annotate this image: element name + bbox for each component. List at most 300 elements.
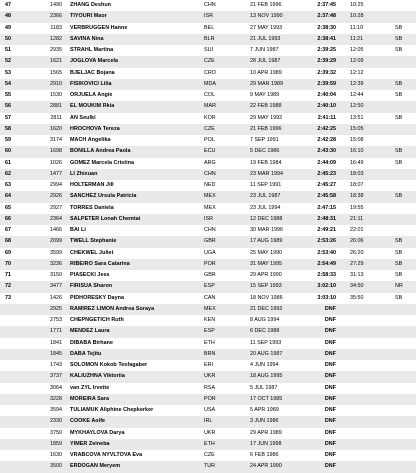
time-gap-cell: 18:07 [350, 182, 364, 188]
bib-cell: 1771 [50, 328, 62, 335]
result-time: 2:38:30 [317, 24, 336, 31]
time-gap-cell: 22:01 [350, 227, 364, 233]
athlete-name: RAMIREZ LIMON Andrea Soraya [70, 305, 155, 312]
nationality-cell: MDA [204, 80, 216, 87]
nationality-cell: ETH [204, 339, 215, 346]
time-gap-cell: 15:08 [350, 137, 364, 143]
athlete-name: SAVINA Nina [70, 35, 104, 42]
result-time: 2:45:58 [317, 193, 336, 200]
athlete-name: COOKE Aoife [70, 418, 106, 425]
record-badge: SB [395, 114, 403, 121]
birth-date-cell: 17 AUG 1989 [250, 238, 283, 245]
table-row [0, 428, 416, 439]
birth-date-cell: 29 MAR 1989 [250, 80, 283, 87]
birth-date-cell: 11 SEP 1993 [250, 339, 282, 346]
result-time: 2:38:41 [317, 35, 336, 42]
athlete-name: MACH Angelika [70, 137, 111, 143]
result-time: 2:48:31 [317, 215, 336, 222]
athlete-name: SOLOMON Kokob Tesfagaber [70, 362, 148, 368]
time-gap-cell: 21:11 [350, 215, 364, 222]
time-gap-cell: 18:38 [350, 193, 364, 200]
record-badge: SB [395, 238, 403, 245]
result-time: DNF [324, 317, 336, 323]
athlete-name: ERDOGAN Meryem [70, 463, 121, 470]
rank-cell: 54 [5, 80, 11, 87]
athlete-name: BONILLA Andrea Paola [70, 148, 131, 155]
time-gap-cell: 12:09 [350, 58, 364, 65]
bib-cell: 3174 [50, 137, 62, 143]
record-badge: SB [395, 272, 403, 278]
birth-date-cell: 31 MAY 1995 [250, 260, 283, 267]
bib-cell: 3594 [50, 407, 62, 413]
athlete-name: FISIKOVICI Lilia [70, 80, 112, 87]
nationality-cell: UKR [204, 429, 216, 436]
table-row [0, 180, 416, 191]
athlete-name: BJELJAC Bojana [70, 69, 115, 76]
result-time: 2:54:49 [317, 260, 336, 267]
athlete-name: HOLTERMAN Jill [70, 182, 114, 188]
result-time: 2:42:25 [317, 125, 336, 132]
bib-cell: 3150 [50, 272, 62, 278]
record-badge: SB [395, 249, 403, 256]
result-time: 2:42:28 [317, 137, 336, 143]
table-row [0, 225, 416, 236]
birth-date-cell: 6 FEB 1986 [250, 452, 279, 458]
time-gap-cell: 31:13 [350, 272, 364, 278]
table-row [0, 56, 416, 67]
athlete-name: TULIAMUK Aliphine Chepkerker [70, 407, 154, 413]
table-row [0, 405, 416, 416]
table-row [0, 90, 416, 101]
result-time: 2:53:26 [317, 238, 336, 245]
bib-cell: 1698 [50, 148, 62, 155]
result-time: 2:40:04 [317, 92, 336, 98]
birth-date-cell: 27 MAY 1993 [250, 24, 283, 31]
bib-cell: 1743 [50, 362, 62, 368]
bib-cell: 3500 [50, 463, 62, 470]
nationality-cell: ISR [204, 215, 213, 222]
rank-cell: 50 [5, 35, 11, 42]
time-gap-cell: 10:25 [350, 2, 364, 8]
athlete-name: EL MOUKIM Rkia [70, 103, 115, 110]
athlete-name: STRAHL Martina [70, 47, 114, 53]
table-row [0, 101, 416, 112]
result-time: DNF [324, 418, 336, 425]
nationality-cell: IRL [204, 418, 213, 425]
birth-date-cell: 11 SEP 1991 [250, 182, 282, 188]
result-time: 2:37:48 [317, 13, 336, 20]
table-row [0, 270, 416, 281]
athlete-name: VRABCOVA NYVLTOVA Eva [70, 452, 143, 458]
rank-cell: 57 [5, 114, 11, 121]
bib-cell: 1530 [50, 92, 62, 98]
time-gap-cell: 11:10 [350, 24, 364, 31]
bib-cell: 2935 [50, 47, 62, 53]
table-row [0, 338, 416, 349]
rank-cell: 56 [5, 103, 11, 110]
bib-cell: 2364 [50, 215, 62, 222]
nationality-cell: KEN [204, 317, 216, 323]
bib-cell: 1282 [50, 35, 62, 42]
athlete-name: SALPETER Lonah Chemtai [70, 215, 141, 222]
rank-cell: 58 [5, 125, 11, 132]
table-row [0, 124, 416, 135]
bib-cell: 1630 [50, 452, 62, 458]
table-row [0, 135, 416, 146]
nationality-cell: ERI [204, 362, 213, 368]
time-gap-cell: 16:49 [350, 159, 364, 166]
time-gap-cell: 12:39 [350, 80, 364, 87]
athlete-name: AN Seulki [70, 114, 96, 121]
bib-cell: 3477 [50, 283, 62, 290]
record-badge: SB [395, 47, 403, 53]
rank-cell: 67 [5, 227, 11, 233]
time-gap-cell: 12:05 [350, 47, 364, 53]
rank-cell: 52 [5, 58, 11, 65]
result-time: DNF [324, 373, 336, 380]
bib-cell: 1183 [50, 24, 62, 31]
athlete-name: GOMEZ Marcela Cristina [70, 159, 135, 166]
nationality-cell: USA [204, 407, 216, 413]
bib-cell: 1026 [50, 159, 62, 166]
birth-date-cell: 9 MAY 1989 [250, 92, 280, 98]
table-row [0, 259, 416, 270]
nationality-cell: RSA [204, 384, 216, 391]
table-row [0, 349, 416, 360]
birth-date-cell: 8 AUG 1994 [250, 317, 280, 323]
nationality-cell: CRO [204, 69, 216, 76]
bib-cell: 2366 [50, 13, 62, 20]
birth-date-cell: 29 APR 1990 [250, 272, 282, 278]
rank-cell: 48 [5, 13, 11, 20]
rank-cell: 55 [5, 92, 11, 98]
birth-date-cell: 23 JUL 1987 [250, 193, 281, 200]
birth-date-cell: 20 AUG 1987 [250, 350, 283, 357]
birth-date-cell: 29 MAY 1992 [250, 114, 283, 121]
rank-cell: 60 [5, 148, 11, 155]
birth-date-cell: 30 MAR 1996 [250, 227, 283, 233]
nationality-cell: MEX [204, 193, 216, 200]
birth-date-cell: 24 APR 1990 [250, 463, 282, 470]
birth-date-cell: 18 AUG 1995 [250, 373, 283, 380]
table-row [0, 394, 416, 405]
birth-date-cell: 17 JUN 1998 [250, 440, 282, 447]
time-gap-cell: 12:50 [350, 103, 364, 110]
birth-date-cell: 21 DEC 1992 [250, 305, 283, 312]
time-gap-cell: 10:28 [350, 13, 364, 20]
birth-date-cell: 22 FEB 1988 [250, 103, 282, 110]
nationality-cell: MEX [204, 204, 216, 211]
nationality-cell: ETH [204, 440, 215, 447]
record-badge: SB [395, 80, 403, 87]
nationality-cell: GBR [204, 238, 216, 245]
bib-cell: 1841 [50, 339, 62, 346]
athlete-name: DABA Tejitu [70, 350, 102, 357]
result-time: 2:44:09 [317, 159, 336, 166]
athlete-name: CHEPNGETICH Ruth [70, 317, 124, 323]
birth-date-cell: 5 DEC 1986 [250, 148, 280, 155]
table-row [0, 214, 416, 225]
record-badge: SB [395, 24, 403, 31]
result-time: DNF [324, 452, 336, 458]
result-time: 2:53:40 [317, 249, 336, 256]
time-gap-cell: 18:03 [350, 170, 364, 177]
result-time: 2:43:30 [317, 148, 336, 155]
athlete-name: van ZYL Irvette [70, 384, 110, 391]
athlete-name: VERBRUGGEN Hanne [70, 24, 128, 31]
result-time: DNF [324, 305, 336, 312]
time-gap-cell: 16:10 [350, 148, 364, 155]
nationality-cell: ARG [204, 159, 216, 166]
bib-cell: 3737 [50, 373, 62, 380]
athlete-name: MENDEZ Laura [70, 328, 110, 335]
time-gap-cell: 26:20 [350, 249, 364, 256]
table-row [0, 281, 416, 292]
bib-cell: 2099 [50, 238, 62, 245]
result-time: 3:03:10 [317, 294, 336, 301]
result-time: DNF [324, 440, 336, 447]
birth-date-cell: 13 NOV 1990 [250, 13, 283, 20]
birth-date-cell: 25 MAY 1990 [250, 249, 283, 256]
time-gap-cell: 19:55 [350, 204, 364, 211]
bib-cell: 2811 [50, 114, 62, 121]
birth-date-cell: 7 SEP 1991 [250, 137, 279, 143]
bib-cell: 3599 [50, 249, 62, 256]
bib-cell: 2753 [50, 317, 62, 323]
result-time: DNF [324, 384, 336, 391]
rank-cell: 61 [5, 159, 11, 166]
birth-date-cell: 23 MAR 1994 [250, 170, 283, 177]
result-time: 2:45:23 [317, 170, 336, 177]
rank-cell: 53 [5, 69, 11, 76]
athlete-name: CHEKWEL Juliet [70, 249, 114, 256]
time-gap-cell: 15:05 [350, 125, 364, 132]
nationality-cell: POL [204, 137, 215, 143]
record-badge: SB [395, 294, 403, 301]
bib-cell: 1859 [50, 440, 62, 447]
result-time: 2:58:33 [317, 272, 336, 278]
nationality-cell: CHN [204, 2, 216, 8]
table-row [0, 461, 416, 472]
rank-cell: 71 [5, 272, 11, 278]
result-time: DNF [324, 463, 336, 470]
result-time: DNF [324, 350, 336, 357]
athlete-name: JOGLOVA Marcela [70, 58, 119, 65]
nationality-cell: CAN [204, 294, 216, 301]
birth-date-cell: 21 FEB 1996 [250, 125, 282, 132]
birth-date-cell: 17 OCT 1985 [250, 395, 283, 402]
record-badge: SB [395, 35, 403, 42]
nationality-cell: NED [204, 182, 216, 188]
bib-cell: 2927 [50, 204, 62, 211]
athlete-name: TIYOURI Maor [70, 13, 107, 20]
result-time: 2:45:27 [317, 182, 336, 188]
athlete-name: MOREIRA Sara [70, 395, 110, 402]
nationality-cell: BRN [204, 350, 216, 357]
table-row [0, 68, 416, 79]
table-row [0, 439, 416, 450]
nationality-cell: CHN [204, 227, 216, 233]
bib-cell: 2330 [50, 418, 62, 425]
table-row [0, 450, 416, 461]
record-badge: SB [395, 193, 403, 200]
table-row [0, 203, 416, 214]
nationality-cell: ECU [204, 148, 216, 155]
nationality-cell: BEL [204, 24, 215, 31]
time-gap-cell: 34:50 [350, 283, 364, 290]
athlete-name: TORRES Daniela [70, 204, 114, 211]
result-time: 2:41:11 [317, 114, 336, 121]
athlete-name: PIDHORESKY Dayna [70, 294, 125, 301]
rank-cell: 49 [5, 24, 11, 31]
athlete-name: TWELL Stephanie [70, 238, 117, 245]
rank-cell: 51 [5, 47, 11, 53]
nationality-cell: UKR [204, 373, 216, 380]
bib-cell: 2994 [50, 182, 62, 188]
rank-cell: 63 [5, 182, 11, 188]
bib-cell: 1466 [50, 227, 62, 233]
birth-date-cell: 21 JUL 1993 [250, 35, 281, 42]
birth-date-cell: 15 SEP 1993 [250, 283, 282, 290]
birth-date-cell: 28 JUL 1987 [250, 58, 281, 65]
rank-cell: 64 [5, 193, 11, 200]
table-row [0, 11, 416, 22]
table-row [0, 34, 416, 45]
nationality-cell: MAR [204, 103, 216, 110]
result-time: DNF [324, 407, 336, 413]
birth-date-cell: 18 NOV 1986 [250, 294, 283, 301]
nationality-cell: CZE [204, 452, 215, 458]
birth-date-cell: 5 JUL 1987 [250, 384, 278, 391]
athlete-name: LI Zhixuan [70, 170, 98, 177]
result-time: DNF [324, 339, 336, 346]
athlete-name: KALIUZHNA Viktoriia [70, 373, 125, 380]
nationality-cell: ESP [204, 283, 215, 290]
bib-cell: 1621 [50, 58, 62, 65]
record-badge: SB [395, 148, 403, 155]
table-row [0, 248, 416, 259]
birth-date-cell: 21 FEB 1996 [250, 2, 282, 8]
birth-date-cell: 29 APR 1989 [250, 429, 282, 436]
birth-date-cell: 3 JUN 1986 [250, 418, 279, 425]
table-row [0, 158, 416, 169]
time-gap-cell: 27:29 [350, 260, 364, 267]
bib-cell: 1620 [50, 125, 62, 132]
rank-cell: 59 [5, 137, 11, 143]
result-time: DNF [324, 328, 336, 335]
bib-cell: 2910 [50, 80, 62, 87]
table-row [0, 326, 416, 337]
rank-cell: 66 [5, 215, 11, 222]
result-time: 2:40:10 [317, 103, 336, 110]
bib-cell: 1565 [50, 69, 62, 76]
birth-date-cell: 4 JUN 1994 [250, 362, 279, 368]
athlete-name: YIMER Zeineba [70, 440, 110, 447]
table-row [0, 304, 416, 315]
birth-date-cell: 10 APR 1989 [250, 69, 282, 76]
table-row [0, 23, 416, 34]
athlete-name: PIASECKI Jess [70, 272, 110, 278]
record-badge: SB [395, 92, 403, 98]
table-row [0, 169, 416, 180]
result-time: DNF [324, 395, 336, 402]
nationality-cell: UGA [204, 249, 216, 256]
time-gap-cell: 11:21 [350, 35, 364, 42]
table-row [0, 371, 416, 382]
nationality-cell: CZE [204, 58, 215, 65]
result-time: DNF [324, 362, 336, 368]
nationality-cell: ESP [204, 328, 215, 335]
table-row [0, 79, 416, 90]
result-time: 3:02:10 [317, 283, 336, 290]
birth-date-cell: 23 JUL 1994 [250, 204, 281, 211]
bib-cell: 2925 [50, 305, 62, 312]
time-gap-cell: 12:12 [350, 69, 364, 76]
nationality-cell: COL [204, 92, 216, 98]
athlete-name: RIBEIRO Sara Catarina [70, 260, 130, 267]
bib-cell: 3064 [50, 384, 62, 391]
table-row [0, 360, 416, 371]
bib-cell: 3236 [50, 260, 62, 267]
nationality-cell: ISR [204, 13, 213, 20]
athlete-name: ZHANG Deshun [70, 2, 112, 8]
time-gap-cell: 12:44 [350, 92, 364, 98]
birth-date-cell: 19 FEB 1984 [250, 159, 282, 166]
nationality-cell: KOR [204, 114, 216, 121]
record-badge: SB [395, 260, 403, 267]
nationality-cell: POR [204, 260, 216, 267]
result-time: 2:37:45 [317, 2, 336, 8]
result-time: 2:39:32 [317, 69, 336, 76]
table-row [0, 293, 416, 304]
athlete-name: SANCHEZ Ursula Patricia [70, 193, 137, 200]
rank-cell: 70 [5, 260, 11, 267]
bib-cell: 1426 [50, 294, 62, 301]
nationality-cell: POR [204, 395, 216, 402]
table-row [0, 0, 416, 11]
result-time: 2:39:25 [317, 47, 336, 53]
rank-cell: 73 [5, 294, 11, 301]
time-gap-cell: 26:06 [350, 238, 364, 245]
bib-cell: 3228 [50, 395, 62, 402]
table-row [0, 113, 416, 124]
result-time: 2:49:21 [317, 227, 336, 233]
birth-date-cell: 7 JUN 1987 [250, 47, 279, 53]
nationality-cell: MEX [204, 305, 216, 312]
bib-cell: 3750 [50, 429, 62, 436]
nationality-cell: CHN [204, 170, 216, 177]
nationality-cell: SUI [204, 47, 213, 53]
rank-cell: 72 [5, 283, 11, 290]
table-row [0, 315, 416, 326]
time-gap-cell: 35:50 [350, 294, 364, 301]
athlete-name: FIRISUA Sharon [70, 283, 113, 290]
nationality-cell: TUR [204, 463, 216, 470]
rank-cell: 68 [5, 238, 11, 245]
athlete-name: BAI Li [70, 227, 86, 233]
table-row [0, 383, 416, 394]
birth-date-cell: 5 APR 1989 [250, 407, 279, 413]
time-gap-cell: 13:51 [350, 114, 364, 121]
table-row [0, 45, 416, 56]
athlete-name: DIBABA Birhane [70, 339, 114, 346]
rank-cell: 65 [5, 204, 11, 211]
bib-cell: 1845 [50, 350, 62, 357]
bib-cell: 1477 [50, 170, 62, 177]
bib-cell: 1490 [50, 2, 62, 8]
result-time: 2:47:15 [317, 204, 336, 211]
bib-cell: 2926 [50, 193, 62, 200]
